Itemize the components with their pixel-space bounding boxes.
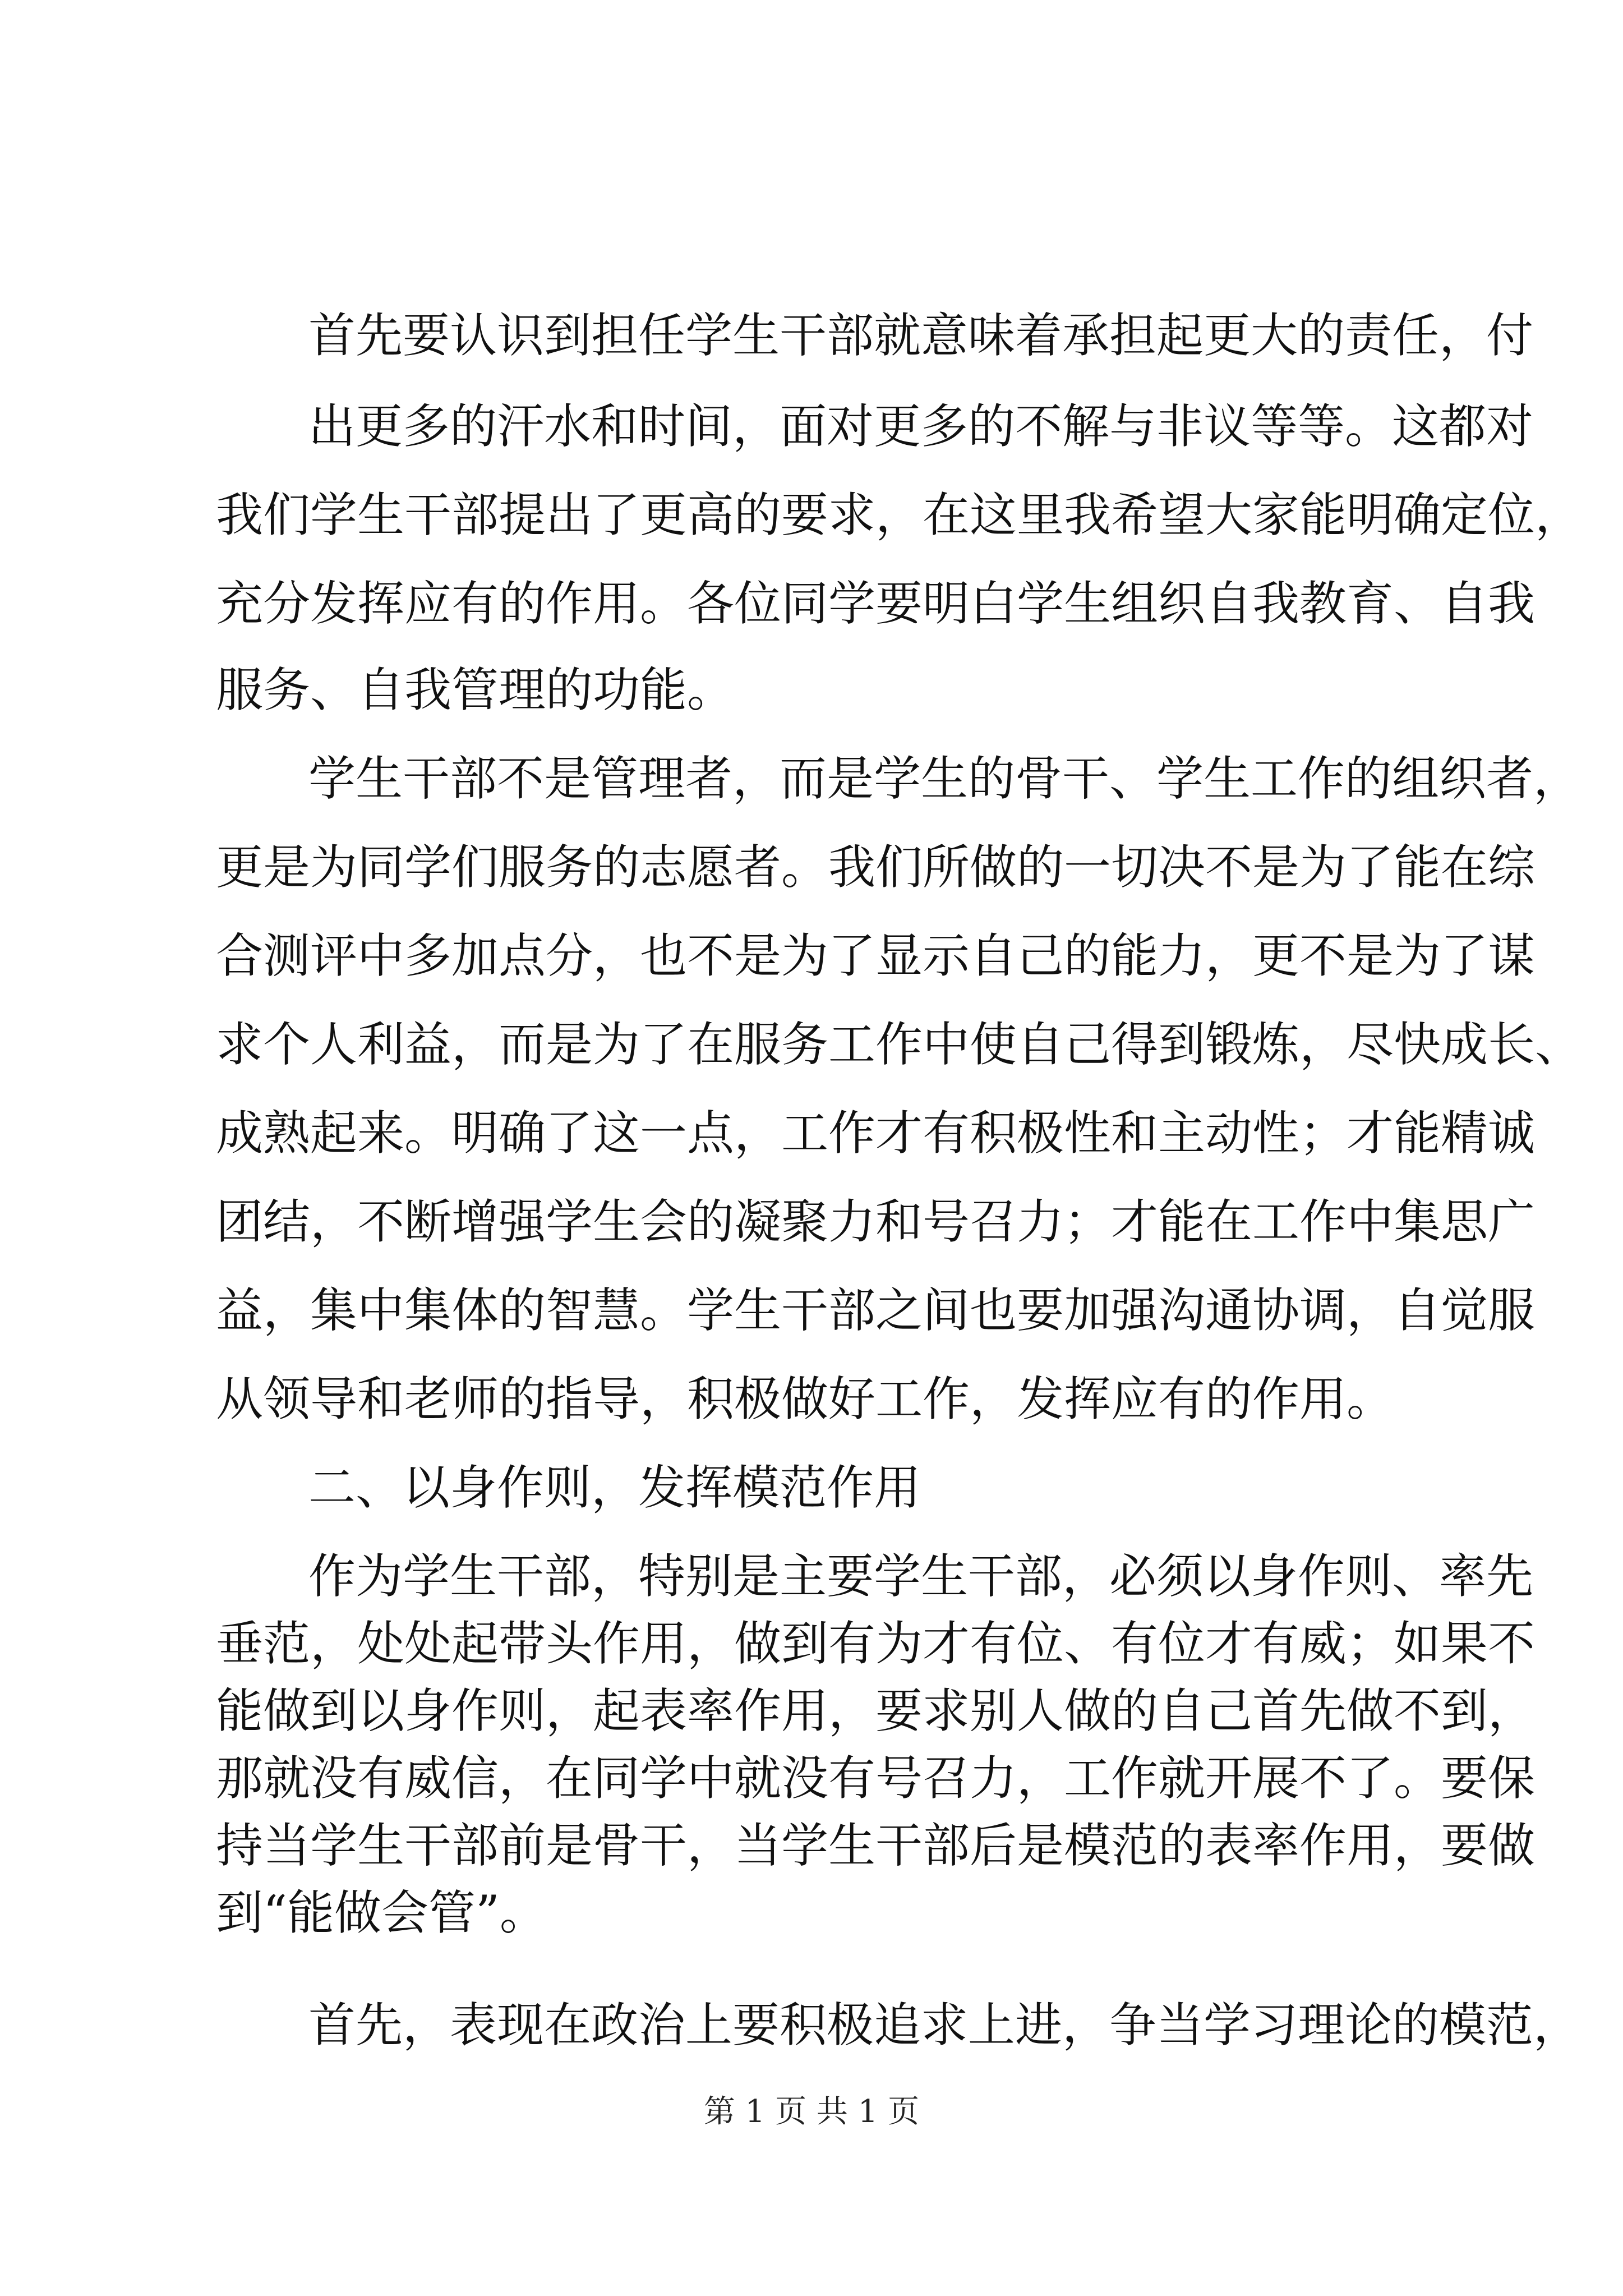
paragraph-line: 成熟起来。明确了这一点，工作才有积极性和主动性；才能精诚 — [216, 1106, 1536, 1161]
paragraph-line: 首先要认识到担任学生干部就意味着承担起更大的责任，付 — [308, 308, 1534, 363]
paragraph-line: 益，集中集体的智慧。学生干部之间也要加强沟通协调，自觉服 — [216, 1283, 1536, 1338]
paragraph-line: 持当学生干部前是骨干，当学生干部后是模范的表率作用，要做 — [216, 1818, 1536, 1873]
paragraph-line: 学生干部不是管理者，而是学生的骨干、学生工作的组织者， — [308, 751, 1581, 806]
page-footer: 第 1 页 共 1 页 — [703, 2093, 920, 2130]
paragraph-line: 更是为同学们服务的志愿者。我们所做的一切决不是为了能在综 — [216, 840, 1536, 895]
paragraph-line: 团结，不断增强学生会的凝聚力和号召力；才能在工作中集思广 — [216, 1194, 1536, 1249]
paragraph-line: 首先，表现在政治上要积极追求上进，争当学习理论的模范， — [308, 1998, 1581, 2053]
paragraph-line: 合测评中多加点分，也不是为了显示自己的能力，更不是为了谋 — [216, 928, 1536, 983]
paragraph-line: 垂范，处处起带头作用，做到有为才有位、有位才有威；如果不 — [216, 1616, 1536, 1671]
paragraph-line: 服务、自我管理的功能。 — [216, 662, 735, 717]
paragraph-line: 出更多的汗水和时间，面对更多的不解与非议等等。这都对 — [308, 399, 1534, 454]
paragraph-line: 我们学生干部提出了更高的要求，在这里我希望大家能明确定位， — [216, 487, 1583, 542]
paragraph-line: 到“能做会管”。 — [216, 1885, 547, 1940]
paragraph-line: 从领导和老师的指导，积极做好工作，发挥应有的作用。 — [216, 1372, 1394, 1427]
paragraph-line: 充分发挥应有的作用。各位同学要明白学生组织自我教育、自我 — [216, 576, 1536, 631]
paragraph-line: 作为学生干部，特别是主要学生干部，必须以身作则、率先 — [308, 1549, 1534, 1604]
paragraph-line: 那就没有威信，在同学中就没有号召力，工作就开展不了。要保 — [216, 1751, 1536, 1806]
paragraph-line: 能做到以身作则，起表率作用，要求别人做的自己首先做不到， — [216, 1683, 1536, 1738]
section-heading: 二、以身作则，发挥模范作用 — [308, 1460, 921, 1515]
paragraph-line: 求个人利益，而是为了在服务工作中使自己得到锻炼，尽快成长、 — [216, 1017, 1583, 1072]
